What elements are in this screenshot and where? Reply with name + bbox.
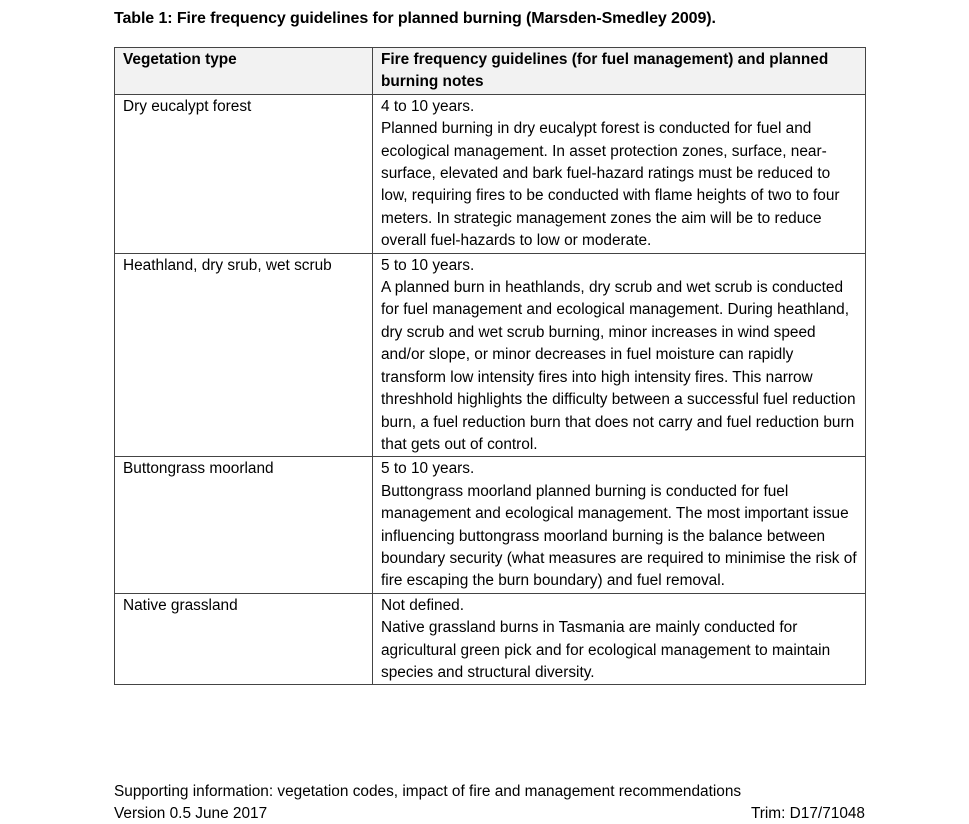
frequency-text: Not defined. xyxy=(381,596,464,614)
table-caption: Table 1: Fire frequency guidelines for planned burning (Marsden-Smedley 2009). xyxy=(114,10,716,27)
frequency-text: 4 to 10 years. xyxy=(381,97,475,115)
table-header-row xyxy=(115,48,866,95)
vegetation-cell: Heathland, dry srub, wet scrub xyxy=(115,253,373,457)
notes-text: Buttongrass moorland planned burning is conducted for fuel management and ecological management. The most important issue influencing buttongrass moorland burning is the balance between boundary security (what measures are required to minimise the risk of fire escaping the burn boundary) and fuel removal. xyxy=(381,482,857,590)
footer-version: Version 0.5 June 2017 xyxy=(114,805,268,822)
frequency-text: 5 to 10 years. xyxy=(381,460,475,478)
footer-trim-number: Trim: D17/71048 xyxy=(750,805,865,822)
guideline-cell xyxy=(373,593,866,685)
fire-frequency-table xyxy=(114,47,866,685)
header-vegetation-type: Vegetation type xyxy=(115,48,373,95)
vegetation-cell: Buttongrass moorland xyxy=(115,457,373,593)
notes-text: Native grassland burns in Tasmania are mainly conducted for agricultural green pick and for ecological management to maintain species and structural diversity. xyxy=(381,619,831,681)
header-fire-frequency: Fire frequency guidelines (for fuel management) and planned burning notes xyxy=(373,48,866,95)
vegetation-cell: Dry eucalypt forest xyxy=(115,94,373,253)
guideline-cell xyxy=(373,94,866,253)
table-row xyxy=(115,593,866,685)
vegetation-cell: Native grassland xyxy=(115,593,373,685)
footer-supporting-info: Supporting information: vegetation codes, impact of fire and management recommendations xyxy=(114,783,742,800)
notes-text: Planned burning in dry eucalypt forest is conducted for fuel and ecological management. In asset protection zones, surface, near-surface, elevated and bark fuel-hazard ratings must be reduced to low, requiring fires to be conducted with flame heights of two to four meters. In strategic management zones the aim will be to reduce overall fuel-hazards to low or moderate. xyxy=(381,120,840,250)
guideline-cell xyxy=(373,253,866,457)
table-row xyxy=(115,94,866,253)
table-row xyxy=(115,253,866,457)
table-row xyxy=(115,457,866,593)
guideline-cell xyxy=(373,457,866,593)
frequency-text: 5 to 10 years. xyxy=(381,256,475,274)
notes-text: A planned burn in heathlands, dry scrub and wet scrub is conducted for fuel management and ecological management. During heathland, dry scrub and wet scrub burning, minor increases in wind speed and/or slope, or minor decreases in fuel moisture can rapidly transform low intensity fires into high intensity fires. This narrow threshhold highlights the difficulty between a successful fuel reduction burn, a fuel reduction burn that does not carry and fuel reduction burn that gets out of control. xyxy=(381,279,856,453)
